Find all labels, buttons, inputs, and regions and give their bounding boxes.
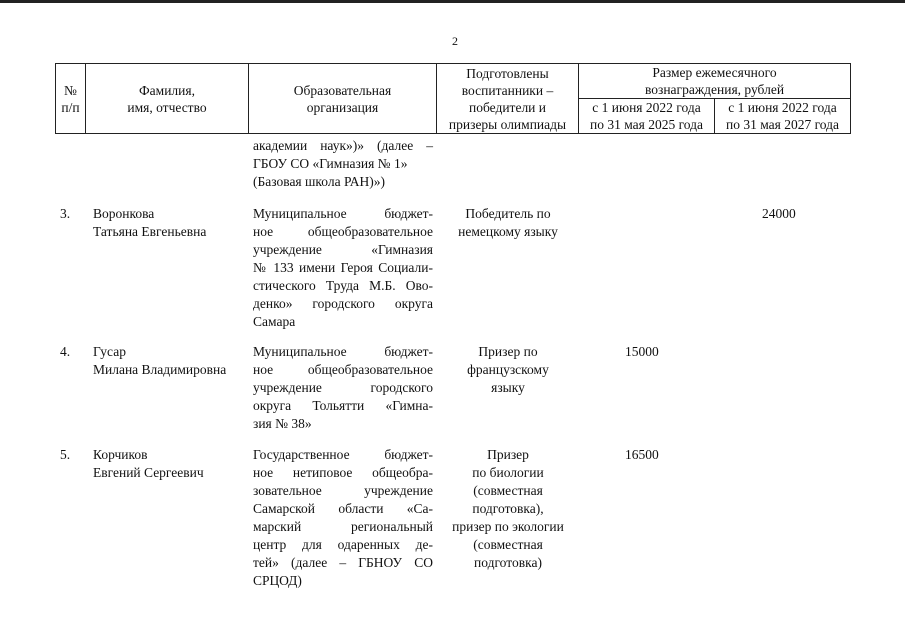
header-period-2027: с 1 июня 2022 года по 31 мая 2027 года <box>715 99 851 134</box>
row-number: 4. <box>60 344 71 359</box>
header-period-2025: с 1 июня 2022 года по 31 мая 2025 года <box>579 99 715 134</box>
organization: Государственное бюджет- ное нетиповое общеобра- зовательное учреждение Самарской области «Са- марский региональный центр для одаренных де- тей» (далее – ГБНОУ СО СРЦОД) <box>253 447 433 588</box>
header-num: № п/п <box>56 64 86 134</box>
row-number: 5. <box>60 447 71 462</box>
person-name: Корчиков Евгений Сергеевич <box>93 447 204 480</box>
achievement: Победитель по немецкому языку <box>458 206 558 239</box>
organization: Муниципальное бюджет- ное общеобразовательное учреждение городского округа Тольятти «Гимна- зия № 38» <box>253 344 433 431</box>
header-organization: Образовательная организация <box>249 64 437 134</box>
achievement: Призер по биологии (совместная подготовка), призер по экологии (совместная подготовка) <box>452 447 564 570</box>
amount-2027: 24000 <box>762 206 796 221</box>
row-number: 3. <box>60 206 71 221</box>
scan-edge <box>0 0 905 3</box>
amount-2025: 16500 <box>625 447 659 462</box>
header-reward-size: Размер ежемесячного вознаграждения, рублей <box>579 64 851 99</box>
person-name: Воронкова Татьяна Евгеньевна <box>93 206 207 239</box>
page-number: 2 <box>452 34 458 48</box>
continuation-organization: академии наук»)» (далее – ГБОУ СО «Гимназия № 1» (Базовая школа РАН)») <box>253 138 433 189</box>
achievement: Призер по французскому языку <box>467 344 549 395</box>
person-name: Гусар Милана Владимировна <box>93 344 227 377</box>
table-header <box>55 63 851 134</box>
amount-2025: 15000 <box>625 344 659 359</box>
header-name: Фамилия, имя, отчество <box>86 64 249 134</box>
header-achievement: Подготовлены воспитанники – победители и призеры олимпиады <box>437 64 579 134</box>
organization: Муниципальное бюджет- ное общеобразовательное учреждение «Гимназия № 133 имени Героя Социали- стического Труда М.Б. Ово- денко» городского округа Самара <box>253 206 433 329</box>
